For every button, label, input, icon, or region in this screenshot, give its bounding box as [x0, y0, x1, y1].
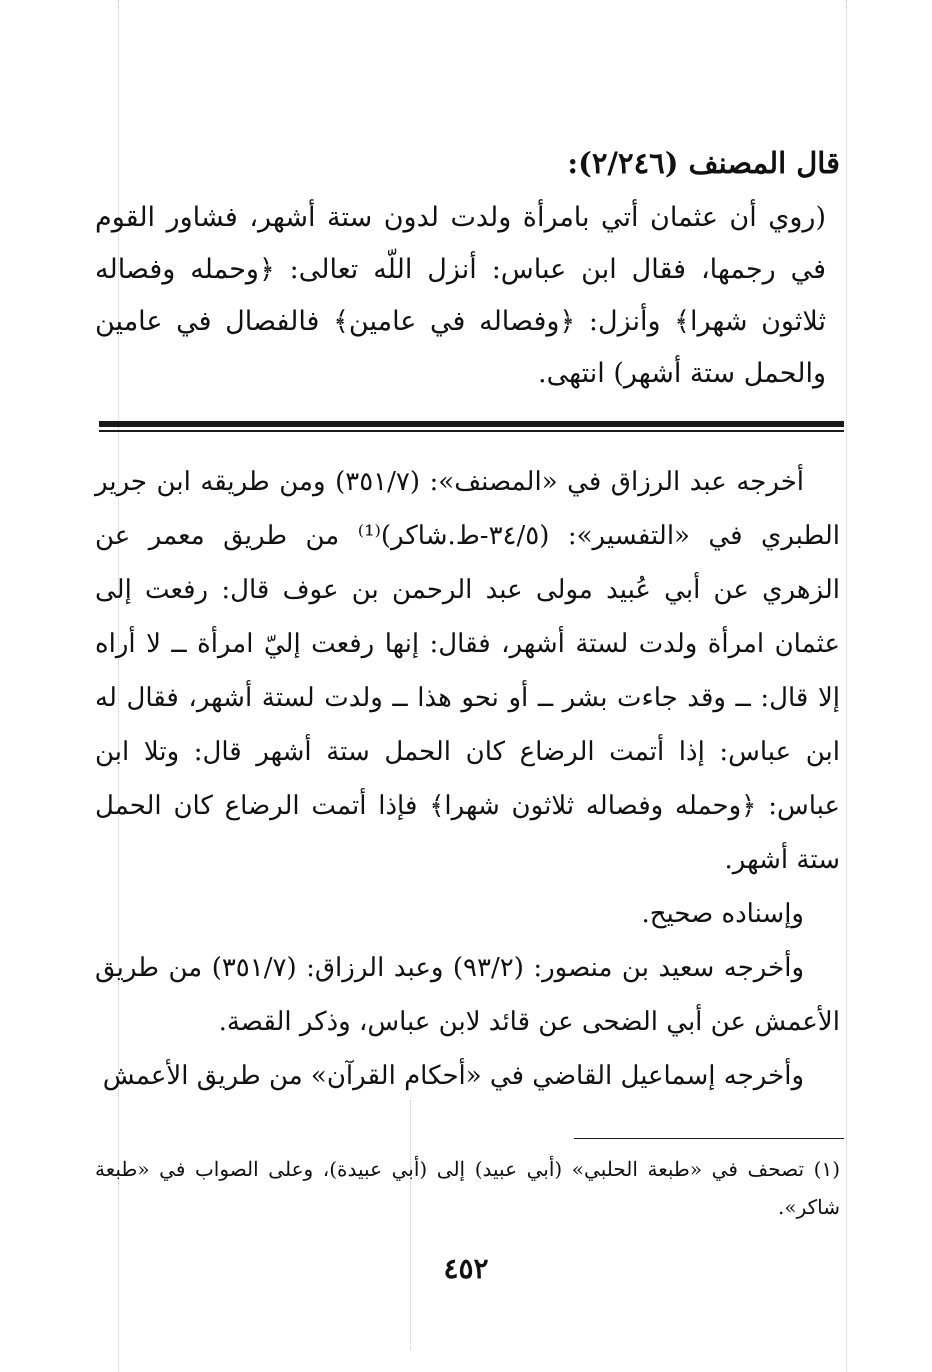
- page-number: ٤٥٢: [443, 1252, 489, 1285]
- section-divider-thin: [99, 430, 844, 432]
- commentary-paragraph-4: وأخرجه إسماعيل القاضي في «أحكام القرآن» من طريق الأعمش: [102, 1061, 804, 1091]
- footnote-divider: [574, 1138, 844, 1139]
- section-divider-thick: [99, 421, 844, 427]
- footnote: (١) تصحف في «طبعة الحلبي» (أبي عبيد) إلى (أبي عبيدة)، وعلى الصواب في «طبعة شاكر».: [95, 1157, 840, 1219]
- quoted-text-block: [95, 140, 840, 400]
- commentary-paragraph-2: وإسناده صحيح.: [641, 899, 804, 929]
- section-heading: قال المصنف (٢/٢٤٦):: [567, 146, 840, 180]
- commentary-paragraph-1: أخرجه عبد الرزاق في «المصنف»: (٣٥١/٧) ومن طريقه ابن جرير الطبري في «التفسير»: (٣٤/٥-ط.شاكر)⁽¹⁾ من طريق معمر عن الزهري عن أبي عُبيد مولى عبد الرحمن بن عوف قال: رفعت إلى عثمان امرأة ولدت لستة أشهر، فقال: إنها رفعت إليّ امرأة ــ لا أراه إلا قال: ــ وقد جاءت بشر ــ أو نحو هذا ــ ولدت لستة أشهر، فقال له ابن عباس: إذا أتمت الرضاع كان الحمل ستة أشهر قال: وتلا ابن عباس: ﴿وحمله وفصاله ثلاثون شهرا﴾ فإذا أتمت الرضاع كان الحمل ستة أشهر.: [95, 467, 840, 875]
- commentary-section: [95, 455, 840, 1103]
- quoted-text: (روي أن عثمان أتي بامرأة ولدت لدون ستة أشهر، فشاور القوم في رجمها، فقال ابن عباس: أنزل اللّه تعالى: ﴿وحمله وفصاله ثلاثون شهرا﴾ وأنزل: ﴿وفصاله في عامين﴾ فالفصال في عامين والحمل ستة أشهر) انتهى.: [95, 202, 826, 389]
- scan-guide-line-right: [846, 0, 847, 1372]
- commentary-paragraph-3: وأخرجه سعيد بن منصور: (٩٣/٢) وعبد الرزاق: (٣٥١/٧) من طريق الأعمش عن أبي الضحى عن قائد لابن عباس، وذكر القصة.: [95, 953, 840, 1037]
